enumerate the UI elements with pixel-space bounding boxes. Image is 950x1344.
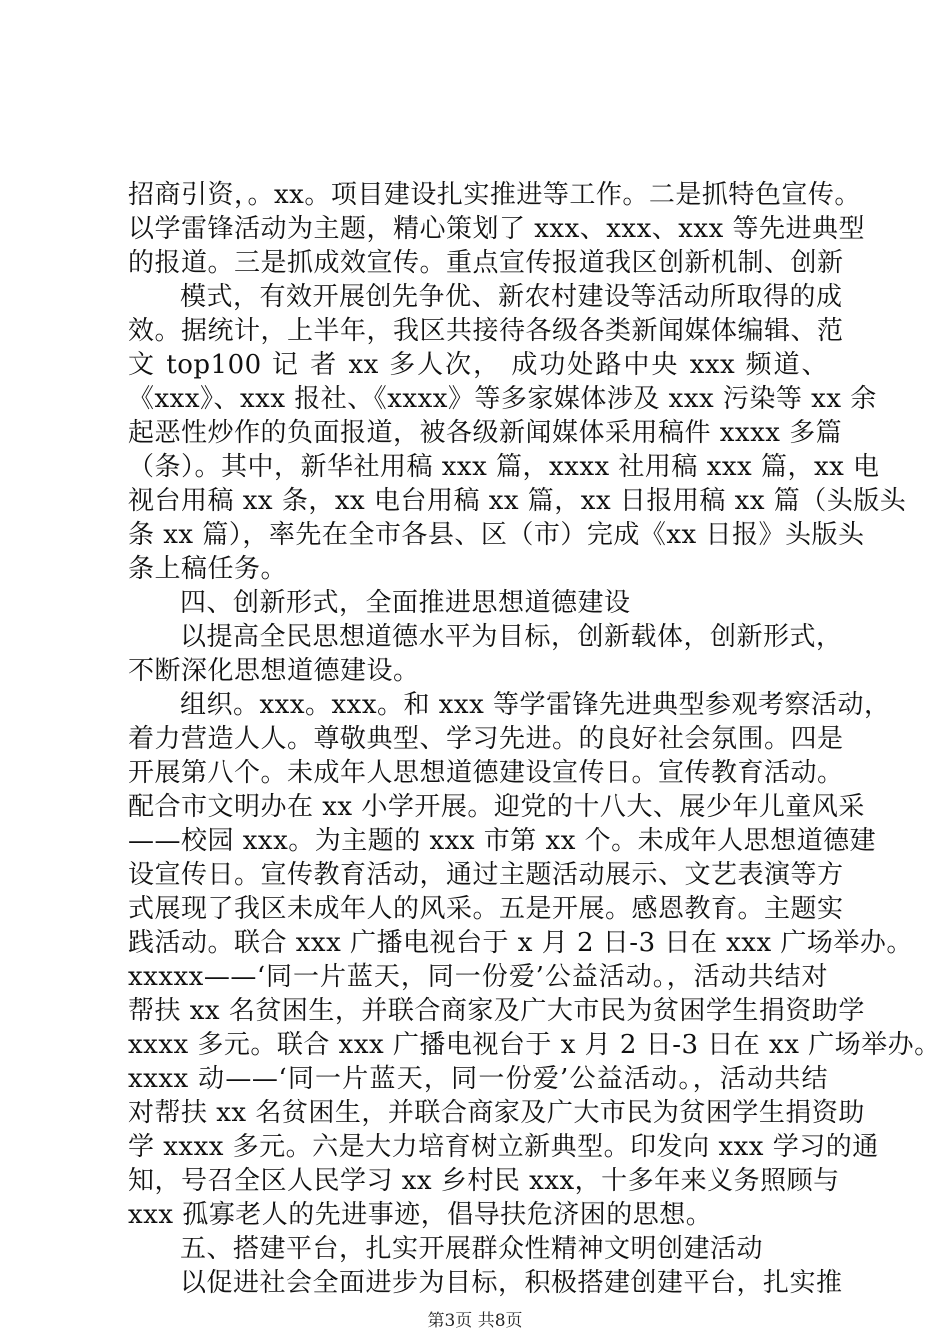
text-line: xxxx 多元。联合 xxx 广播电视台于 x 月 2 日-3 日在 xx 广场举办。 (128, 1030, 941, 1060)
text-line: 视台用稿 xx 条，xx 电台用稿 xx 篇，xx 日报用稿 xx 篇（头版头 (128, 486, 907, 516)
text-line: 设宣传日。宣传教育活动，通过主题活动展示、文艺表演等方 (128, 860, 844, 890)
page-number-footer: 第3页 共8页 (427, 1311, 523, 1331)
text-line: 不断深化思想道德建设。 (128, 656, 420, 686)
text-line: 组织。xxx。xxx。和 xxx 等学雷锋先进典型参观考察活动， (180, 690, 891, 720)
text-line: 以提高全民思想道德水平为目标，创新载体，创新形式， (180, 622, 843, 652)
text-line: 着力营造人人。尊敬典型、学习先进。的良好社会氛围。四是 (128, 724, 844, 754)
text-line: 招商引资，。xx。项目建设扎实推进等工作。二是抓特色宣传。 (128, 180, 861, 210)
text-line: xxxx 动——‘同一片蓝天，同一份爱’公益活动。，活动共结 (128, 1064, 828, 1094)
text-line: 开展第八个。未成年人思想道德建设宣传日。宣传教育活动。 (128, 758, 844, 788)
text-line: 式展现了我区未成年人的风采。五是开展。感恩教育。主题实 (128, 894, 844, 924)
text-line: xxxxx——‘同一片蓝天，同一份爱’公益活动。，活动共结对 (128, 962, 828, 992)
text-line: 模式，有效开展创先争优、新农村建设等活动所取得的成 (180, 282, 843, 312)
section-heading: 五、搭建平台，扎实开展群众性精神文明创建活动 (180, 1234, 764, 1264)
text-line: （条）。其中，新华社用稿 xxx 篇，xxxx 社用稿 xxx 篇，xx 电 (128, 452, 880, 482)
text-line: 对帮扶 xx 名贫困生，并联合商家及广大市民为贫困学生捐资助 (128, 1098, 865, 1128)
text-line: 效。据统计，上半年，我区共接待各级各类新闻媒体编辑、范 (128, 316, 844, 346)
text-line: 条 xx 篇），率先在全市各县、区（市）完成《xx 日报》头版头 (128, 520, 865, 550)
text-line: 《xxx》、xxx 报社、《xxxx》等多家媒体涉及 xxx 污染等 xx 余 (128, 384, 877, 414)
text-line: 的报道。三是抓成效宣传。重点宣传报道我区创新机制、创新 (128, 248, 844, 278)
text-line: 起恶性炒作的负面报道，被各级新闻媒体采用稿件 xxxx 多篇 (128, 418, 843, 448)
text-line: 以促进社会全面进步为目标，积极搭建创建平台，扎实推 (180, 1268, 843, 1298)
text-line: 以学雷锋活动为主题，精心策划了 xxx、xxx、xxx 等先进典型 (128, 214, 865, 244)
text-line: 学 xxxx 多元。六是大力培育树立新典型。印发向 xxx 学习的通 (128, 1132, 879, 1162)
text-line: 践活动。联合 xxx 广播电视台于 x 月 2 日-3 日在 xxx 广场举办。 (128, 928, 913, 958)
text-line: 配合市文明办在 xx 小学开展。迎党的十八大、展少年儿童风采 (128, 792, 865, 822)
text-line: ——校园 xxx。为主题的 xxx 市第 xx 个。未成年人思想道德建 (128, 826, 877, 856)
text-line: 文 top100 记 者 xx 多人次， 成功处路中央 xxx 频道、 (128, 350, 828, 380)
section-heading: 四、创新形式，全面推进思想道德建设 (180, 588, 631, 618)
text-line: xxx 孤寡老人的先进事迹，倡导扶危济困的思想。 (128, 1200, 713, 1230)
text-line: 知，号召全区人民学习 xx 乡村民 xxx，十多年来义务照顾与 (128, 1166, 840, 1196)
text-line: 帮扶 xx 名贫困生，并联合商家及广大市民为贫困学生捐资助学 (128, 996, 865, 1026)
text-line: 条上稿任务。 (128, 554, 288, 584)
